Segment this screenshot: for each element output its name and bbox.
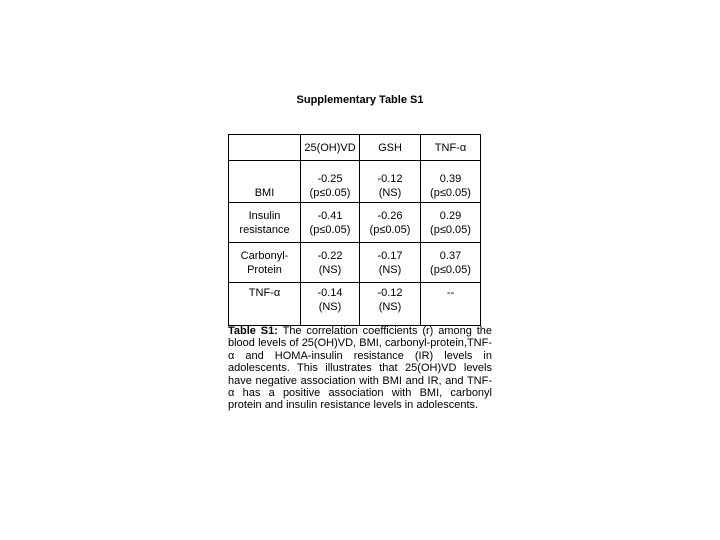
row-label: Insulin resistance: [229, 203, 301, 243]
cell-significance: (p≤0.05): [430, 187, 471, 199]
cell-value: -0.26: [377, 209, 403, 222]
cell-value: -0.17: [377, 249, 403, 262]
table-cell: [301, 203, 360, 243]
table-cell: [421, 243, 481, 283]
cell-significance: (NS): [378, 187, 402, 199]
table-cell: [360, 161, 421, 203]
table-cell: [301, 243, 360, 283]
table-cell: [421, 203, 481, 243]
table-row-insulin-resistance: [229, 203, 481, 243]
cell-significance: (NS): [378, 263, 402, 276]
table-header-row: [229, 135, 481, 161]
cell-value: 0.39: [439, 173, 462, 185]
table-cell: [360, 283, 421, 326]
cell-significance: (p≤0.05): [309, 187, 351, 199]
caption-text: The correlation coefficients (r) among the blood levels of 25(OH)VD, BMI, carbonyl-protein,TNF-α and HOMA-insulin resistance (IR) levels in adolescents. This illustrates that 25(OH)VD levels have negative association with BMI and IR, and TNF-α has a positive association with BMI, carbonyl protein and insulin resistance levels in adolescents.: [228, 325, 493, 412]
cell-value: -0.14: [317, 287, 343, 299]
cell-significance: (p≤0.05): [430, 223, 471, 236]
table-cell: [421, 161, 481, 203]
table-cell: [301, 283, 360, 326]
caption-label: Table S1:: [228, 325, 278, 337]
cell-significance: (NS): [318, 301, 342, 313]
cell-value: -0.22: [317, 249, 343, 262]
table-cell: [360, 203, 421, 243]
header-cell-tnf-alpha: TNF-α: [421, 135, 481, 161]
cell-significance: (p≤0.05): [369, 223, 411, 236]
cell-significance: (p≤0.05): [309, 223, 351, 236]
row-label: Carbonyl-Protein: [229, 243, 301, 283]
cell-significance: (NS): [378, 301, 402, 313]
table-caption: [228, 325, 492, 412]
table-cell: [301, 161, 360, 203]
cell-value: -0.12: [377, 173, 403, 185]
correlation-table: [228, 134, 481, 326]
cell-significance: (NS): [318, 263, 342, 276]
cell-value: -0.12: [377, 287, 403, 299]
row-label: TNF-α: [229, 283, 301, 326]
table-row-bmi: [229, 161, 481, 203]
cell-value: -0.41: [317, 209, 343, 222]
cell-value: 0.37: [439, 249, 462, 262]
cell-value: 0.29: [439, 209, 462, 222]
row-label: BMI: [229, 161, 301, 203]
cell-value: -0.25: [317, 173, 343, 185]
table-cell: [421, 283, 481, 326]
cell-value: --: [446, 287, 455, 299]
cell-significance: (p≤0.05): [430, 263, 471, 276]
header-cell-gsh: GSH: [360, 135, 421, 161]
table-row-tnf-alpha: [229, 283, 481, 326]
header-cell-25ohvd: 25(OH)VD: [301, 135, 360, 161]
table-title: Supplementary Table S1: [296, 94, 424, 106]
table-row-carbonyl-protein: [229, 243, 481, 283]
table-cell: [360, 243, 421, 283]
header-cell-empty: [229, 135, 301, 161]
